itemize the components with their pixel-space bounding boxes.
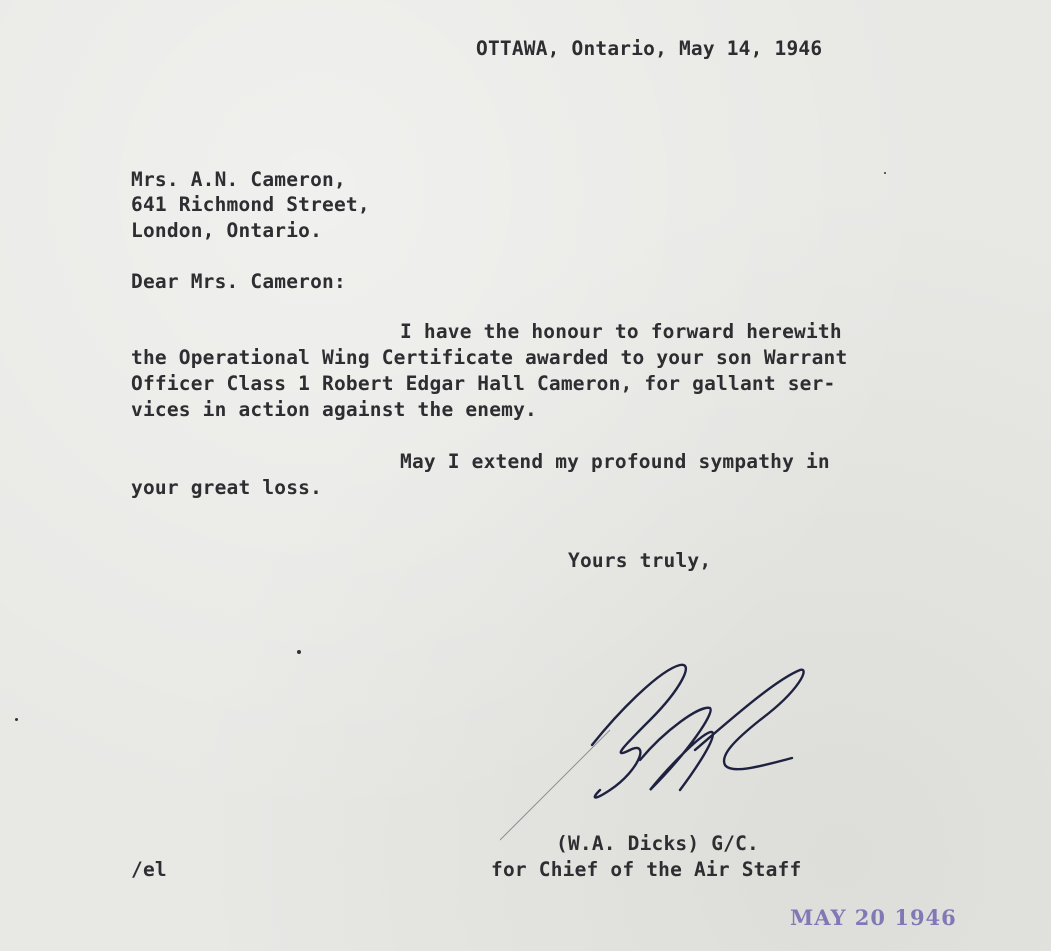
recipient-street: 641 Richmond Street, [131,193,370,216]
paragraph1-line2: the Operational Wing Certificate awarded to your son Warrant [131,346,848,369]
signatory-name: (W.A. Dicks) G/C. [556,832,759,855]
paragraph1-line3: Officer Class 1 Robert Edgar Hall Cameron, for gallant ser- [131,372,836,395]
paper-speck [884,172,886,174]
salutation: Dear Mrs. Cameron: [131,270,346,293]
handwritten-signature [500,650,820,850]
paper-speck [297,650,301,654]
paper-speck [15,718,18,721]
paragraph1-line1: I have the honour to forward herewith [400,320,842,343]
recipient-city: London, Ontario. [131,219,323,242]
closing: Yours truly, [568,549,712,572]
dateline: OTTAWA, Ontario, May 14, 1946 [476,37,823,60]
signatory-title: for Chief of the Air Staff [491,858,802,881]
recipient-name: Mrs. A.N. Cameron, [131,168,346,191]
paragraph2-line2: your great loss. [131,476,323,499]
paragraph2-line1: May I extend my profound sympathy in [400,450,830,473]
reference-initials: /el [131,858,167,881]
paragraph1-line4: vices in action against the enemy. [131,398,537,421]
received-date-stamp: MAY 20 1946 [790,905,957,930]
